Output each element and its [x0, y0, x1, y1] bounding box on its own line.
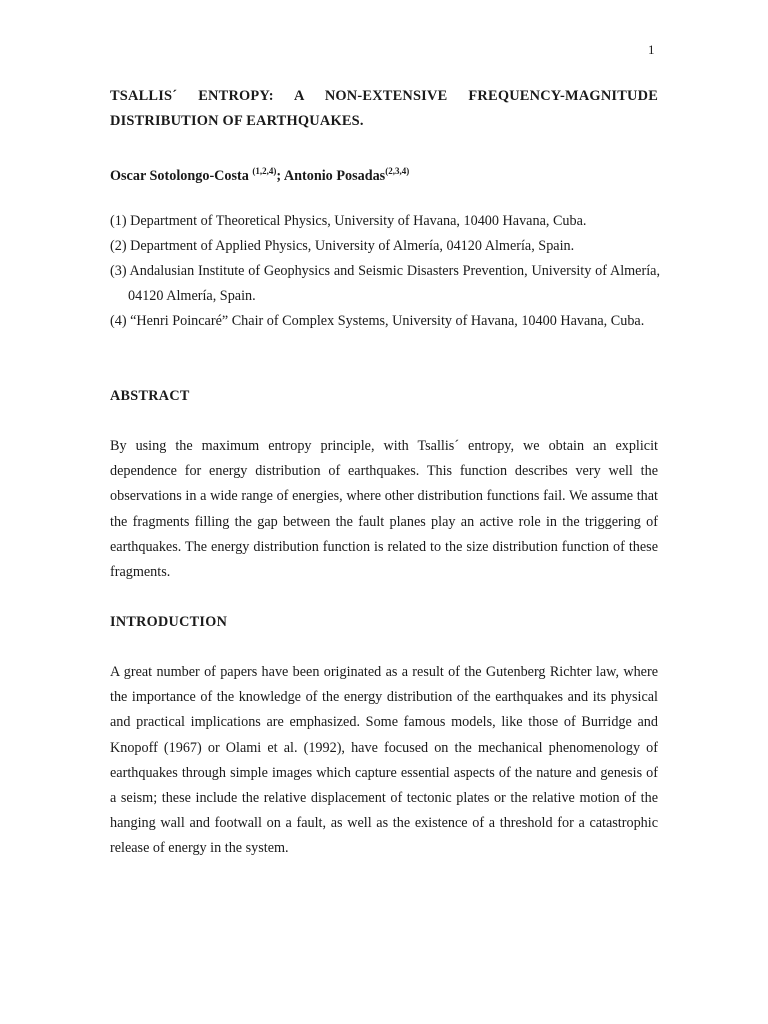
- abstract-text: By using the maximum entropy principle, with Tsallis´ entropy, we obtain an explicit dependence for energy distribution of earthquakes. This function describes very well the observations in a wide range of energies, where other distribution functions fail. We assume that the fragments filling the gap between the fault planes play an active role in the triggering of earthquakes. The energy distribution function is related to the size distribution function of these fragments.: [110, 438, 658, 581]
- paper-title-line-2: DISTRIBUTION OF EARTHQUAKES.: [110, 113, 364, 129]
- introduction-text: A great number of papers have been originated as a result of the Gutenberg Richter law, where the importance of the knowledge of the energy distribution of the earthquakes and its physical and practical implications are emphasized. Some famous models, like those of Burridge and Knopoff (1967) or Olami et al. (1992), have focused on the mechanical phenomenology of earthquakes through simple images which capture essential aspects of the nature and genesis of a seism; these include the relative displacement of tectonic plates or the relative motion of the hanging wall and footwall on a fault, as well as the existence of a threshold for a catastrophic release of energy in the system.: [110, 664, 658, 857]
- abstract-heading: ABSTRACT: [110, 388, 190, 404]
- author-2-affiliation-marks: (2,3,4): [385, 166, 410, 176]
- introduction-heading: INTRODUCTION: [110, 614, 228, 630]
- page-number: 1: [648, 42, 655, 57]
- paper-title-line-1: TSALLIS´ ENTROPY: A NON-EXTENSIVE FREQUENCY-MAGNITUDE: [110, 88, 658, 104]
- affiliation-list: [110, 209, 660, 334]
- author-1-affiliation-marks: (1,2,4): [252, 166, 277, 176]
- affiliation-1: (1) Department of Theoretical Physics, University of Havana, 10400 Havana, Cuba.: [110, 213, 587, 229]
- author-list: [110, 160, 409, 187]
- author-2-name: ; Antonio Posadas: [276, 168, 386, 184]
- affiliation-4: (4) “Henri Poincaré” Chair of Complex Systems, University of Havana, 10400 Havana, Cuba.: [110, 313, 645, 329]
- author-1-name: Oscar Sotolongo-Costa: [110, 168, 253, 184]
- affiliation-3: (3) Andalusian Institute of Geophysics and Seismic Disasters Prevention, University of Almería, 04120 Almería, Spain.: [110, 263, 660, 304]
- affiliation-2: (2) Department of Applied Physics, University of Almería, 04120 Almería, Spain.: [110, 238, 575, 254]
- paper-title: [110, 84, 658, 134]
